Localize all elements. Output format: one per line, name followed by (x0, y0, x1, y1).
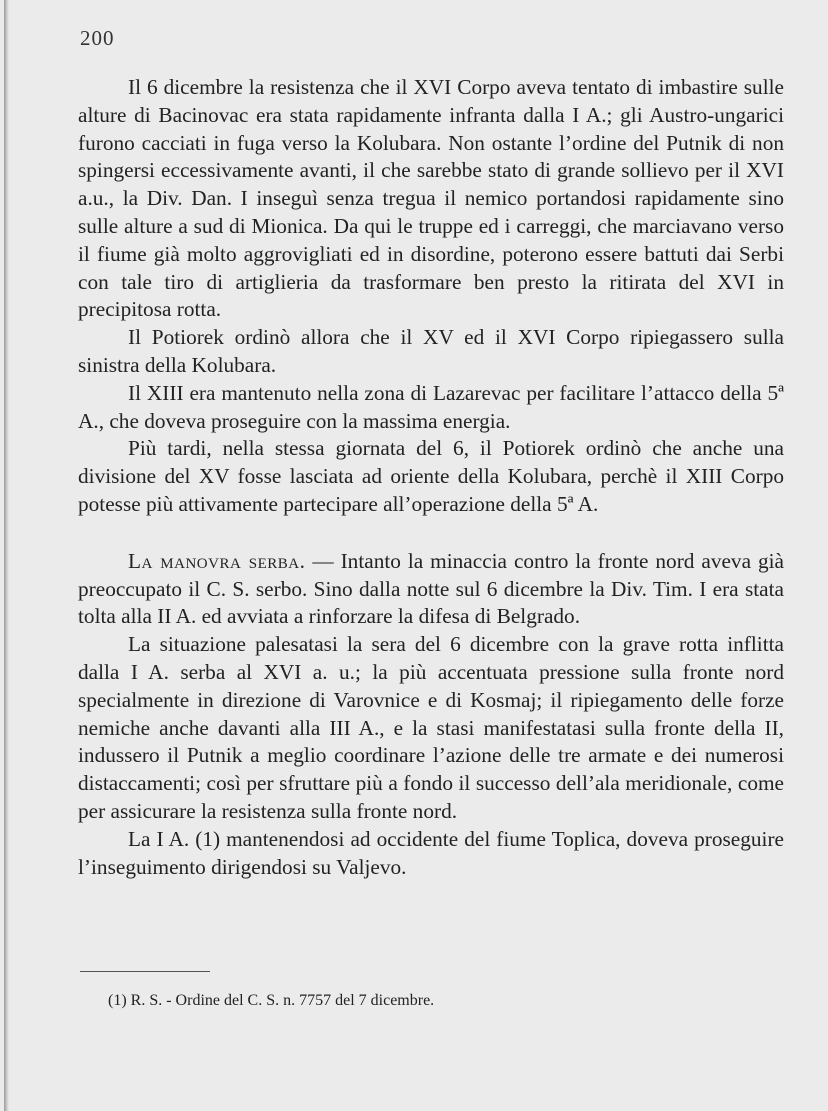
paragraph-4: Più tardi, nella stessa giornata del 6, il Potiorek ordinò che anche una divisione del XV fosse lasciata ad oriente della Kolubara, perchè il XIII Corpo potesse più attivamente partecipare all’operazione della 5ª A. (78, 436, 784, 516)
section-heading: La manovra serba. (128, 548, 306, 573)
page-number: 200 (80, 26, 115, 50)
paragraph-2: Il Potiorek ordinò allora che il XV ed il XVI Corpo ripiegassero sulla sinistra della Kolubara. (78, 325, 784, 377)
body-text (78, 74, 784, 881)
paragraph-7: La I A. (1) mantenendosi ad occidente del fiume Toplica, doveva proseguire l’inseguimento dirigendosi su Valjevo. (78, 826, 784, 879)
paragraph-5-text: — Intanto la minaccia contro la fronte nord aveva già preoccupato il C. S. serbo. Sino dalla notte sul 6 dicembre la Div. Tim. I era stata tolta alla II A. ed avviata a rinforzare la difesa di Belgrado. (78, 548, 784, 629)
footnote-divider (80, 971, 210, 972)
footnote: (1) R. S. - Ordine del C. S. n. 7757 del 7 dicembre. (108, 992, 435, 1009)
paragraph-5 (78, 548, 784, 631)
paragraph-1: Il 6 dicembre la resistenza che il XVI Corpo aveva tentato di imbastire sulle alture di Bacinovac era stata rapidamente infranta dalla I A.; gli Austro-ungarici furono cacciati in fuga verso la Kolubara. Non ostante l’ordine del Putnik di non spingersi eccessivamente avanti, il che sarebbe stato di grande sollievo per il XVI a.u., la Div. Dan. I inseguì senza tregua il nemico portandosi rapidamente sino sulle alture a sud di Mionica. Da qui le truppe ed i carreggi, che marciavano verso il fiume già molto aggrovigliati ed in disordine, poterono essere battuti dai Serbi con tale tiro di artiglieria da trasformare ben presto la ritirata del XVI in precipitosa rotta. (78, 75, 784, 322)
paragraph-6: La situazione palesatasi la sera del 6 dicembre con la grave rotta inflitta dalla I A. serba al XVI a. u.; la più accentuata pressione sulla fronte nord specialmente in direzione di Varovnice e di Kosmaj; il ripiegamento delle forze nemiche anche davanti alla III A., e la stasi manifestatasi sulla fronte della II, indussero il Putnik a meglio coordinare l’azione delle tre armate e dei numerosi distaccamenti; così per sfruttare più a fondo il successo dell’ala meridionale, come per assicurare la resistenza sulla fronte nord. (78, 632, 784, 823)
page-edge-shadow (4, 0, 9, 1111)
paragraph-3: Il XIII era mantenuto nella zona di Lazarevac per facilitare l’attacco della 5ª A., che doveva proseguire con la massima energia. (78, 380, 784, 433)
